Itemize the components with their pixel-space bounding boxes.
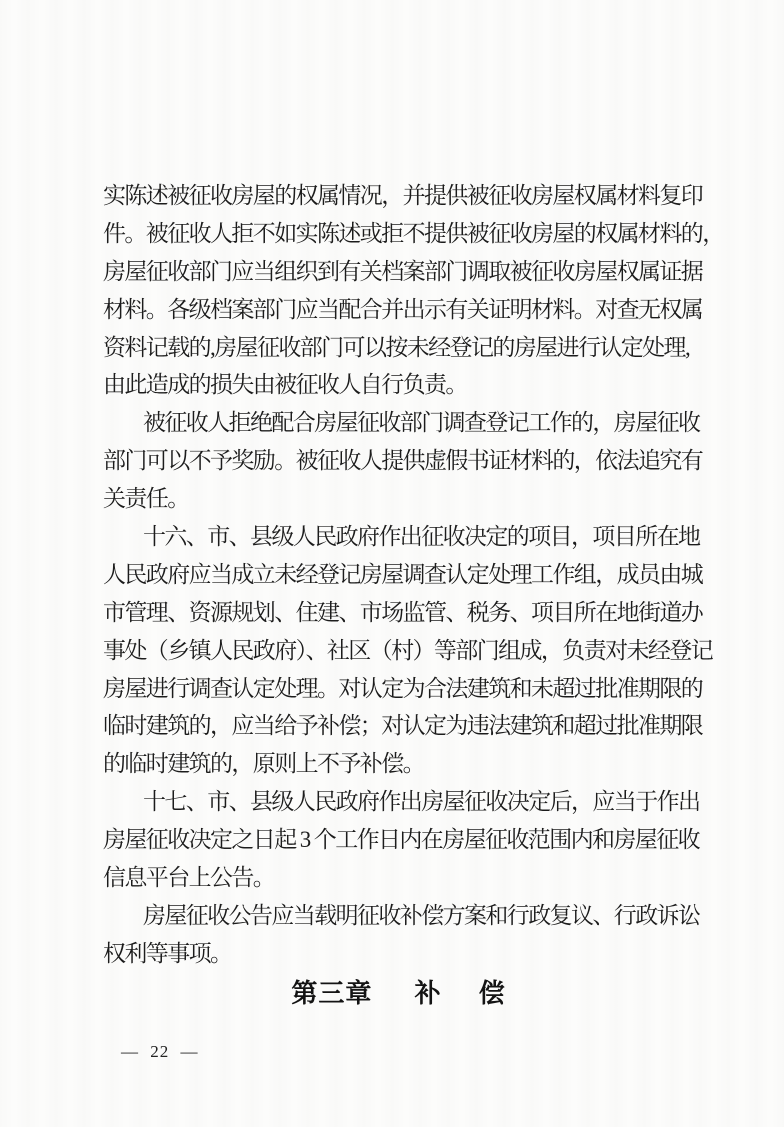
document-body [103, 177, 724, 1012]
text-line: 房屋进行调查认定处理。对认定为合法建筑和未超过批准期限的 [103, 675, 703, 701]
text-line: 关责任。 [103, 486, 189, 512]
text-line: 由此造成的损失由被征收人自行负责。 [103, 372, 467, 398]
chapter-heading [103, 974, 699, 1012]
text-line: 的临时建筑的，原则上不予补偿。 [103, 751, 425, 777]
chapter-title-label: 补 偿 [414, 977, 511, 1008]
text-line: 材料。各级档案部门应当配合并出示有关证明材料。对查无权属 [103, 296, 703, 322]
text-line: 房屋征收部门应当组织到有关档案部门调取被征收房屋权属证据 [103, 258, 703, 284]
chapter-number-label: 第三章 [291, 977, 373, 1008]
text-line: 资料记载的,房屋征收部门可以按未经登记的房屋进行认定处理, [103, 334, 690, 360]
text-line: 信息平台上公告。 [103, 865, 275, 891]
text-line: 房屋征收决定之日起 3 个工作日内在房屋征收范围内和房屋征收 [103, 827, 700, 853]
text-line: 被征收人拒绝配合房屋征收部门调查登记工作的，房屋征收 [143, 410, 700, 436]
page-number: — 22 — [121, 1042, 199, 1061]
text-line: 件。被征收人拒不如实陈述或拒不提供被征收房屋的权属材料的， [103, 220, 724, 246]
text-line: 实陈述被征收房屋的权属情况，并提供被征收房屋权属材料复印 [103, 183, 703, 208]
text-line: 市管理、资源规划、住建、市场监管、税务、项目所在地街道办 [103, 599, 703, 625]
text-line: 权利等事项。 [103, 940, 232, 966]
text-line: 人民政府应当成立未经登记房屋调查认定处理工作组，成员由城 [103, 561, 703, 587]
text-line: 临时建筑的，应当给予补偿；对认定为违法建筑和超过批准期限 [103, 713, 703, 739]
text-line: 部门可以不予奖励。被征收人提供虚假书证材料的，依法追究有 [103, 448, 703, 474]
text-line: 房屋征收公告应当载明征收补偿方案和行政复议、行政诉讼 [143, 902, 700, 928]
text-line: 十六、市、县级人民政府作出征收决定的项目，项目所在地 [143, 524, 700, 550]
text-line: 事处（乡镇人民政府）、社区（村）等部门组成，负责对未经登记 [103, 637, 713, 663]
text-line: 十七、市、县级人民政府作出房屋征收决定后，应当于作出 [143, 789, 700, 815]
